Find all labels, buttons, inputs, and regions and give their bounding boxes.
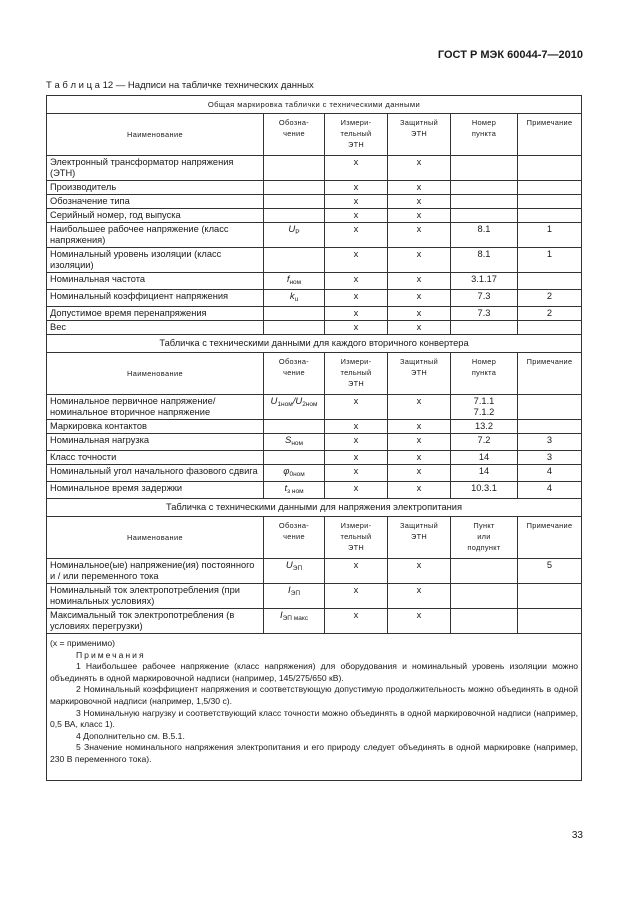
protective-cell: x [388, 584, 451, 609]
note-cell: 3 [518, 451, 582, 465]
column-header-row [47, 353, 582, 395]
measuring-cell: x [325, 209, 388, 223]
clause-cell: 13.2 [451, 420, 518, 434]
note-cell [518, 273, 582, 290]
table-row [47, 584, 582, 609]
symbol: I [288, 585, 291, 596]
clause-cell: 7.3 [451, 307, 518, 321]
name-cell: Класс точности [47, 451, 264, 465]
clause-cell [451, 609, 518, 634]
note-cell: 2 [518, 307, 582, 321]
measuring-cell: x [325, 465, 388, 482]
clause-cell [451, 209, 518, 223]
protective-cell: x [388, 451, 451, 465]
designation-cell [264, 584, 325, 609]
table-row [47, 420, 582, 434]
protective-cell: x [388, 395, 451, 420]
column-header: Защитный ЭТН [388, 353, 451, 395]
note-cell: 4 [518, 465, 582, 482]
symbol-subscript: з ном [287, 488, 304, 495]
clause-cell [451, 321, 518, 335]
designation-cell [264, 223, 325, 248]
table-row [47, 307, 582, 321]
name-cell: Номинальная нагрузка [47, 434, 264, 451]
protective-cell: x [388, 223, 451, 248]
measuring-cell: x [325, 290, 388, 307]
name-cell: Серийный номер, год выпуска [47, 209, 264, 223]
symbol-subscript: ЭП [292, 565, 303, 572]
symbol: f [286, 274, 290, 285]
column-header-row [47, 517, 582, 559]
protective-cell: x [388, 434, 451, 451]
protective-cell: x [388, 248, 451, 273]
note-item: 5 Значение номинального напряжения электропитания и его природу следует объединять в одной маркировке (например, 230 В переменного тока). [50, 742, 578, 764]
name-cell: Наибольшее рабочее напряжение (класс напряжения) [47, 223, 264, 248]
name-cell: Номинальный угол начального фазового сдвига [47, 465, 264, 482]
symbol: U [288, 224, 296, 235]
designation-cell [264, 307, 325, 321]
clause-cell: 8.1 [451, 223, 518, 248]
column-header: Обозна- чение [264, 353, 325, 395]
name-cell: Обозначение типа [47, 195, 264, 209]
protective-cell: x [388, 559, 451, 584]
protective-cell: x [388, 195, 451, 209]
name-cell: Номинальное первичное напряжение/ номинальное вторичное напряжение [47, 395, 264, 420]
column-header: Пункт или подпункт [451, 517, 518, 559]
table-row [47, 290, 582, 307]
designation-cell [264, 434, 325, 451]
protective-cell: x [388, 156, 451, 181]
section-title: Табличка с техническими данными для напряжения электропитания [47, 499, 582, 517]
section-title-row [47, 96, 582, 114]
measuring-cell: x [325, 559, 388, 584]
notes-cell [47, 634, 582, 781]
name-cell: Номинальный ток электропотребления (при номинальных условиях) [47, 584, 264, 609]
clause-cell: 7.3 [451, 290, 518, 307]
column-header: Измери- тельный ЭТН [325, 114, 388, 156]
clause-cell [451, 195, 518, 209]
symbol: I [279, 610, 283, 621]
note-cell: 4 [518, 482, 582, 499]
table-row [47, 223, 582, 248]
symbol-subscript: ЭП [290, 590, 300, 597]
measuring-cell: x [325, 609, 388, 634]
clause-cell: 3.1.17 [451, 273, 518, 290]
designation-cell [264, 209, 325, 223]
table-row [47, 451, 582, 465]
measuring-cell: x [325, 307, 388, 321]
note-cell [518, 420, 582, 434]
table-row [47, 248, 582, 273]
measuring-cell: x [325, 584, 388, 609]
table-row [47, 156, 582, 181]
clause-cell: 14 [451, 451, 518, 465]
table-row [47, 395, 582, 420]
table-row [47, 559, 582, 584]
measuring-cell: x [325, 434, 388, 451]
clause-cell [451, 156, 518, 181]
column-header: Примечание [518, 353, 582, 395]
designation-cell [264, 609, 325, 634]
note-item: 1 Наибольшее рабочее напряжение (класс напряжения) для оборудования и номинальный уровень изоляции можно объединять в одной маркировочной надписи (например, 145/275/650 кВ). [50, 661, 578, 683]
section-title-row [47, 335, 582, 353]
note-item: 4 Дополнительно см. В.5.1. [76, 730, 185, 741]
clause-cell: 8.1 [451, 248, 518, 273]
designation-cell [264, 395, 325, 420]
symbol-subscript: ЭП макс [282, 615, 309, 622]
measuring-cell: x [325, 181, 388, 195]
designation-cell [264, 290, 325, 307]
protective-cell: x [388, 609, 451, 634]
note-cell: 3 [518, 434, 582, 451]
note-cell: 5 [518, 559, 582, 584]
name-cell: Маркировка контактов [47, 420, 264, 434]
symbol-subscript: u [294, 296, 299, 303]
protective-cell: x [388, 181, 451, 195]
note-cell [518, 321, 582, 335]
measuring-cell: x [325, 395, 388, 420]
measuring-cell: x [325, 195, 388, 209]
note-cell [518, 195, 582, 209]
column-header: Наименование [47, 517, 264, 559]
note-item: 2 Номинальный коэффициент напряжения и соответствующую допустимую продолжительность можно объединять в одной маркировочной надписи (например, 1,5/30 с). [50, 684, 578, 706]
column-header: Примечание [518, 517, 582, 559]
column-header: Защитный ЭТН [388, 517, 451, 559]
column-header: Обозна- чение [264, 517, 325, 559]
notes-heading: Примечания [76, 649, 146, 660]
name-cell: Номинальный коэффициент напряжения [47, 290, 264, 307]
symbol: t [284, 483, 288, 494]
designation-cell [264, 156, 325, 181]
column-header: Измери- тельный ЭТН [325, 517, 388, 559]
protective-cell: x [388, 273, 451, 290]
note-cell [518, 209, 582, 223]
table-row [47, 321, 582, 335]
designation-cell [264, 321, 325, 335]
section-title: Общая маркировка таблички с техническими данными [47, 96, 582, 114]
designation-cell [264, 420, 325, 434]
clause-cell: 7.1.1 7.1.2 [451, 395, 518, 420]
designation-cell [264, 248, 325, 273]
table-row [47, 609, 582, 634]
measuring-cell: x [325, 223, 388, 248]
designation-cell [264, 465, 325, 482]
section-title-row [47, 499, 582, 517]
protective-cell: x [388, 420, 451, 434]
nameplate-table [46, 95, 582, 781]
protective-cell: x [388, 465, 451, 482]
clause-cell: 10.3.1 [451, 482, 518, 499]
designation-cell [264, 273, 325, 290]
symbol: φ [283, 466, 290, 477]
measuring-cell: x [325, 420, 388, 434]
legend-text: (x = применимо) [50, 638, 115, 648]
symbol: U [270, 396, 278, 407]
notes-row [47, 634, 582, 781]
name-cell: Номинальное(ые) напряжение(ия) постоянного и / или переменного тока [47, 559, 264, 584]
table-row [47, 195, 582, 209]
page-number: 33 [571, 830, 583, 841]
column-header: Защитный ЭТН [388, 114, 451, 156]
table-row [47, 434, 582, 451]
clause-cell [451, 584, 518, 609]
designation-cell [264, 181, 325, 195]
name-cell: Производитель [47, 181, 264, 195]
name-cell: Номинальный уровень изоляции (класс изоляции) [47, 248, 264, 273]
protective-cell: x [388, 290, 451, 307]
symbol-subscript: ном [291, 440, 304, 447]
note-cell: 1 [518, 223, 582, 248]
table-caption: Т а б л и ц а 12 — Надписи на табличке технических данных [46, 80, 314, 91]
protective-cell: x [388, 307, 451, 321]
column-header: Примечание [518, 114, 582, 156]
note-item: 3 Номинальную нагрузку и соответствующий класс точности можно объединять в одной маркировочной надписи (например, 0,5 ВА, класс 1). [50, 707, 578, 730]
document-header: ГОСТ Р МЭК 60044-7—2010 [437, 49, 583, 61]
column-header: Измери- тельный ЭТН [325, 353, 388, 395]
symbol: S [284, 435, 292, 446]
table-row [47, 181, 582, 195]
measuring-cell: x [325, 482, 388, 499]
column-header: Номер пункта [451, 114, 518, 156]
symbol-subscript: 0ном [289, 471, 305, 478]
symbol: /U [292, 396, 303, 407]
designation-cell [264, 559, 325, 584]
protective-cell: x [388, 321, 451, 335]
clause-cell: 14 [451, 465, 518, 482]
column-header-row [47, 114, 582, 156]
note-cell [518, 181, 582, 195]
note-cell [518, 609, 582, 634]
measuring-cell: x [325, 451, 388, 465]
note-cell [518, 156, 582, 181]
note-cell: 2 [518, 290, 582, 307]
clause-cell [451, 181, 518, 195]
table-row [47, 465, 582, 482]
designation-cell [264, 451, 325, 465]
name-cell: Вес [47, 321, 264, 335]
measuring-cell: x [325, 156, 388, 181]
name-cell: Максимальный ток электропотребления (в условиях перегрузки) [47, 609, 264, 634]
symbol: k [289, 291, 295, 302]
table-row [47, 273, 582, 290]
name-cell: Электронный трансформатор напряжения (ЭТН) [47, 156, 264, 181]
symbol-subscript: ном [289, 279, 302, 286]
symbol-subscript: P [295, 229, 300, 236]
measuring-cell: x [325, 321, 388, 335]
name-cell: Номинальная частота [47, 273, 264, 290]
clause-cell [451, 559, 518, 584]
note-cell [518, 395, 582, 420]
table-row [47, 209, 582, 223]
section-title: Табличка с техническими данными для каждого вторичного конвертера [47, 335, 582, 353]
protective-cell: x [388, 209, 451, 223]
name-cell: Номинальное время задержки [47, 482, 264, 499]
symbol-subscript: 2ном [302, 401, 318, 408]
protective-cell: x [388, 482, 451, 499]
symbol-subscript: 1ном [277, 401, 293, 408]
clause-cell: 7.2 [451, 434, 518, 451]
measuring-cell: x [325, 248, 388, 273]
column-header: Номер пункта [451, 353, 518, 395]
name-cell: Допустимое время перенапряжения [47, 307, 264, 321]
column-header: Обозна- чение [264, 114, 325, 156]
symbol: U [285, 560, 293, 571]
designation-cell [264, 195, 325, 209]
designation-cell [264, 482, 325, 499]
measuring-cell: x [325, 273, 388, 290]
table-row [47, 482, 582, 499]
column-header: Наименование [47, 353, 264, 395]
note-cell: 1 [518, 248, 582, 273]
note-cell [518, 584, 582, 609]
column-header: Наименование [47, 114, 264, 156]
